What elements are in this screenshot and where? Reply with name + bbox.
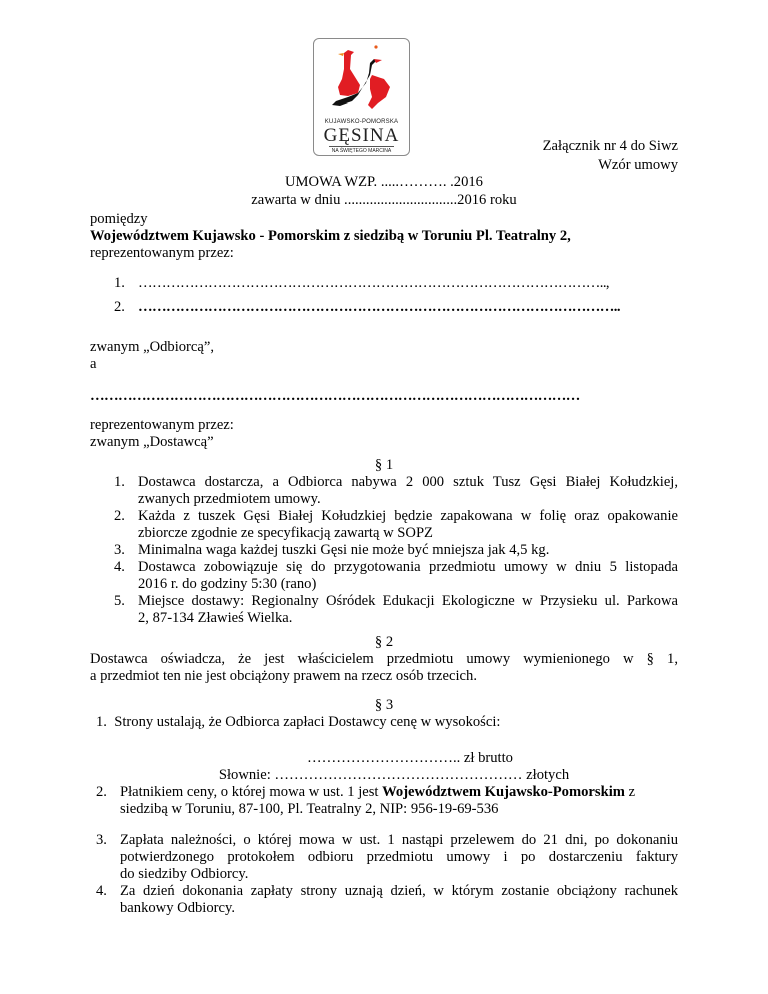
- s1-item-5-line-2: 2, 87-134 Zławieś Wielka.: [138, 610, 293, 626]
- agreement-title: UMOWA WZP. .....………. .2016: [285, 174, 483, 190]
- s3-p4-line-2: bankowy Odbiorcy.: [120, 900, 235, 916]
- rep2-dots: …………………………………………………………………………………………..: [138, 299, 620, 315]
- s3-p2-pre: Płatnikiem ceny, o której mowa w ust. 1 jest: [120, 784, 383, 800]
- annex-label: Załącznik nr 4 do Siwz: [542, 138, 678, 154]
- and-label: a: [90, 356, 97, 372]
- s1-item-1-number: 1.: [114, 474, 125, 490]
- rep1-dots: ………………………………………………………………………………………..,: [138, 275, 609, 291]
- s1-item-3-line-1: Minimalna waga każdej tuszki Gęsi nie może być mniejsza jak 4,5 kg.: [138, 542, 550, 558]
- s1-item-1-line-2: zwanych przedmiotem umowy.: [138, 491, 321, 507]
- s3-p3-line-3: do siedziby Odbiorcy.: [120, 866, 249, 882]
- voivodeship-party: Województwem Kujawsko - Pomorskim z siedzibą w Toruniu Pl. Teatralny 2,: [90, 228, 571, 244]
- supplier-called: zwanym „Dostawcą”: [90, 434, 214, 450]
- rep1-number: 1.: [114, 275, 125, 291]
- section-2-heading: § 2: [374, 634, 394, 650]
- s2-line-2: a przedmiot ten nie jest obciążony prawem na rzecz osób trzecich.: [90, 668, 477, 684]
- s3-p2-number: 2.: [96, 784, 107, 800]
- price-line: ………………………….. zł brutto: [307, 750, 513, 766]
- s3-p2-line-2: siedzibą w Toruniu, 87-100, Pl. Teatralny 2, NIP: 956-19-69-536: [120, 801, 499, 817]
- section-1-heading: § 1: [374, 457, 394, 473]
- logo: [313, 38, 410, 156]
- template-label: Wzór umowy: [598, 157, 678, 173]
- section-3-heading: § 3: [374, 697, 394, 713]
- price-words-line: Słownie: …………………………………………… złotych: [218, 767, 570, 783]
- s1-item-3-number: 3.: [114, 542, 125, 558]
- s3-paragraph-1: 1. Strony ustalają, że Odbiorca zapłaci Dostawcy cenę w wysokości:: [96, 714, 501, 730]
- agreement-date: zawarta w dniu ...............................2016 roku: [251, 192, 517, 208]
- s3-p2-post: z: [624, 784, 636, 800]
- supplier-dots: ……………………………………………………………………………………………: [90, 388, 580, 404]
- s1-item-5-line-1: Miejsce dostawy: Regionalny Ośródek Edukacji Ekologiczne w Przysieku ul. Parkowa: [138, 593, 678, 609]
- logo-line-3: NA ŚWIĘTEGO MARCINA: [329, 146, 394, 154]
- s3-p2-line-1: [120, 784, 635, 801]
- represented-by-2: reprezentowanym przez:: [90, 417, 234, 433]
- s3-p3-line-1: Zapłata należności, o której mowa w ust. 1 nastąpi przelewem do 21 dni, po dokonaniu: [120, 832, 678, 848]
- s2-line-1: Dostawca oświadcza, że jest właścicielem przedmiotu umowy wymienionego w § 1,: [90, 651, 678, 667]
- s3-p3-line-2: potwierdzonego protokołem odbioru przedmiotu umowy i po dostarczeniu faktury: [120, 849, 678, 865]
- s3-p2-payer: Województwem Kujawsko-Pomorskim: [382, 784, 625, 800]
- s3-p3-number: 3.: [96, 832, 107, 848]
- s1-item-2-line-2: zbiorcze zgodnie ze specyfikacją zawartą w SOPZ: [138, 525, 433, 541]
- recipient-called: zwanym „Odbiorcą”,: [90, 339, 214, 355]
- logo-line-1: KUJAWSKO-POMORSKA: [324, 119, 399, 125]
- s3-p4-number: 4.: [96, 883, 107, 899]
- s1-item-2-line-1: Każda z tuszek Gęsi Białej Kołudzkiej będzie zapakowana w folię oraz opakowanie: [138, 508, 678, 524]
- rep2-number: 2.: [114, 299, 125, 315]
- s1-item-1-line-1: Dostawca dostarcza, a Odbiorca nabywa 2 000 sztuk Tusz Gęsi Białej Kołudzkiej,: [138, 474, 678, 490]
- between-label: pomiędzy: [90, 211, 148, 227]
- s1-item-4-line-2: 2016 r. do godziny 5:30 (rano): [138, 576, 317, 592]
- logo-line-2: GĘSINA: [323, 125, 400, 146]
- s1-item-5-number: 5.: [114, 593, 125, 609]
- s3-p4-line-1: Za dzień dokonania zapłaty strony uznają dzień, w którym zostanie obciążony rachunek: [120, 883, 678, 899]
- s1-item-4-number: 4.: [114, 559, 125, 575]
- goose-logo-icon: [314, 39, 409, 119]
- s1-item-2-number: 2.: [114, 508, 125, 524]
- s1-item-4-line-1: Dostawca zobowiązuje się do przygotowania przedmiotu umowy w dniu 5 listopada: [138, 559, 678, 575]
- represented-by: reprezentowanym przez:: [90, 245, 234, 261]
